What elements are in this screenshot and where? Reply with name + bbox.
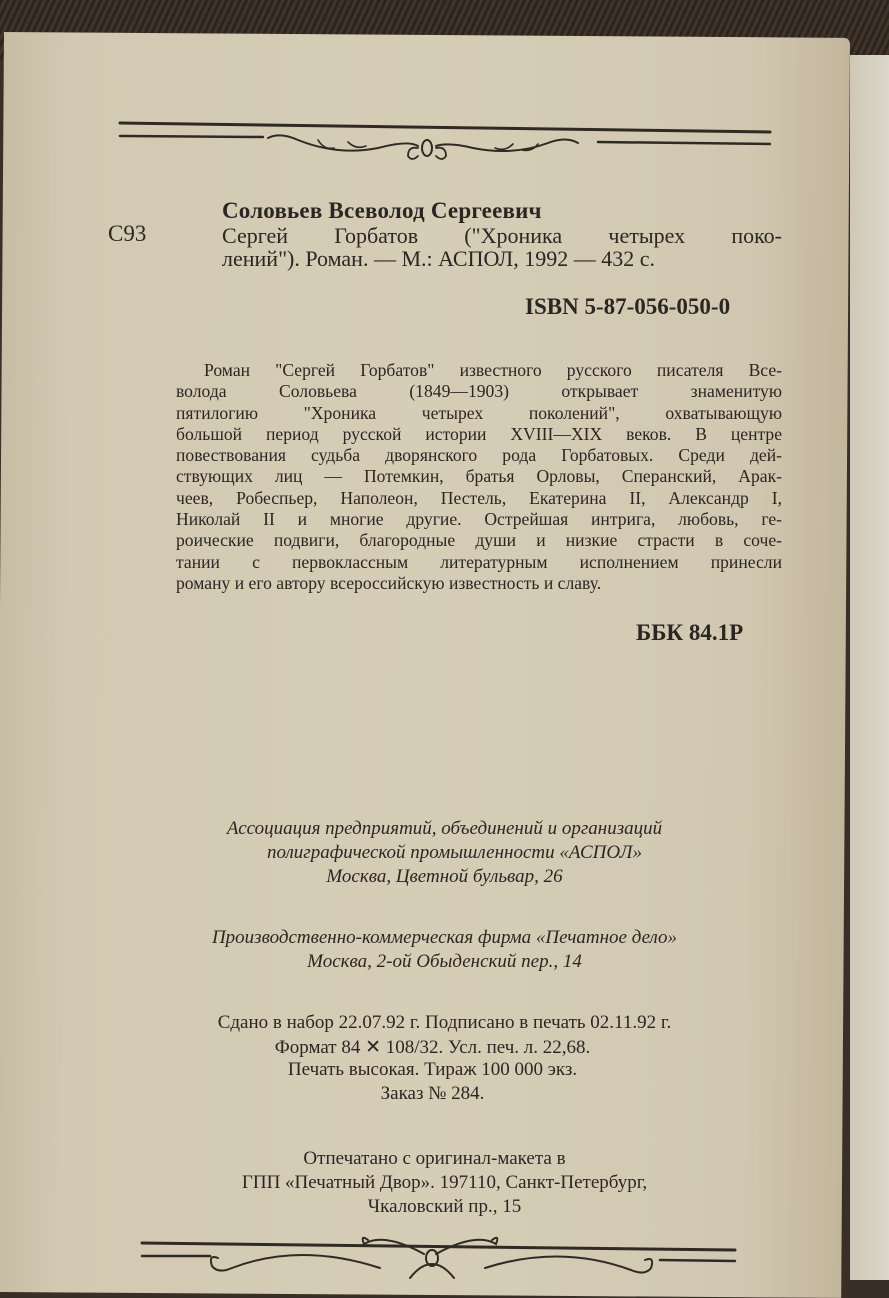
annotation-line: Роман "Сергей Горбатов" известного русского писателя Все- [204, 360, 782, 380]
annotation-line: роические подвиги, благородные души и низкие страсти в соче- [176, 530, 782, 551]
firm-line-1: Производственно-коммерческая фирма «Печатное дело» [211, 927, 678, 948]
printer-address: Чкаловский пр., 15 [367, 1196, 522, 1217]
isbn: ISBN 5-87-056-050-0 [525, 294, 731, 319]
publisher-line-2: полиграфической промышленности «АСПОЛ» [266, 842, 642, 863]
print-format: Формат 84 ✕ 108/32. Усл. печ. л. 22,68. [274, 1037, 591, 1058]
annotation-line: большой период русской истории XVIII—XIX веков. В центре [176, 423, 782, 444]
title-line-1: Сергей Горбатов ("Хроника четырех поко- [222, 223, 782, 248]
annotation-line: тании с первоклассным литературным исполнением принесли [176, 551, 782, 572]
annotation-paragraph [176, 360, 782, 594]
annotation-line: повествования судьба дворянского рода Горбатовых. Среди дей- [176, 445, 782, 466]
bottom-ornament-divider [140, 1232, 740, 1280]
top-ornament-divider [118, 118, 773, 164]
printer-line-2: ГПП «Печатный Двор». 197110, Санкт-Петербург, [241, 1172, 648, 1193]
printer-line-1: Отпечатано с оригинал-макета в [303, 1148, 566, 1169]
title-line-2: лений"). Роман. — М.: АСПОЛ, 1992 — 432 с. [222, 246, 655, 271]
annotation-line: пятилогию "Хроника четырех поколений", охватывающую [176, 402, 782, 423]
classification-code: С93 [108, 221, 147, 246]
print-dates: Сдано в набор 22.07.92 г. Подписано в печать 02.11.92 г. [217, 1012, 672, 1033]
bbk-code: ББК 84.1Р [636, 620, 744, 645]
order-number: Заказ № 284. [380, 1083, 485, 1104]
annotation-line: роману и его автору всероссийскую известность и славу. [176, 572, 602, 593]
print-run: Печать высокая. Тираж 100 000 экз. [287, 1059, 578, 1080]
author-name: Соловьев Всеволод Сергеевич [222, 198, 542, 223]
annotation-line: Николай II и многие другие. Острейшая интрига, любовь, ге- [176, 509, 782, 530]
firm-address: Москва, 2-ой Обыденский пер., 14 [307, 951, 582, 972]
publisher-line-1: Ассоциация предприятий, объединений и организаций [226, 818, 663, 839]
annotation-line: волода Соловьева (1849—1903) открывает знаменитую [176, 381, 782, 402]
annotation-line: чеев, Робеспьер, Наполеон, Пестель, Екатерина II, Александр I, [176, 487, 782, 508]
publisher-address: Москва, Цветной бульвар, 26 [326, 866, 563, 887]
annotation-line: ствующих лиц — Потемкин, братья Орловы, Сперанский, Арак- [176, 466, 782, 487]
